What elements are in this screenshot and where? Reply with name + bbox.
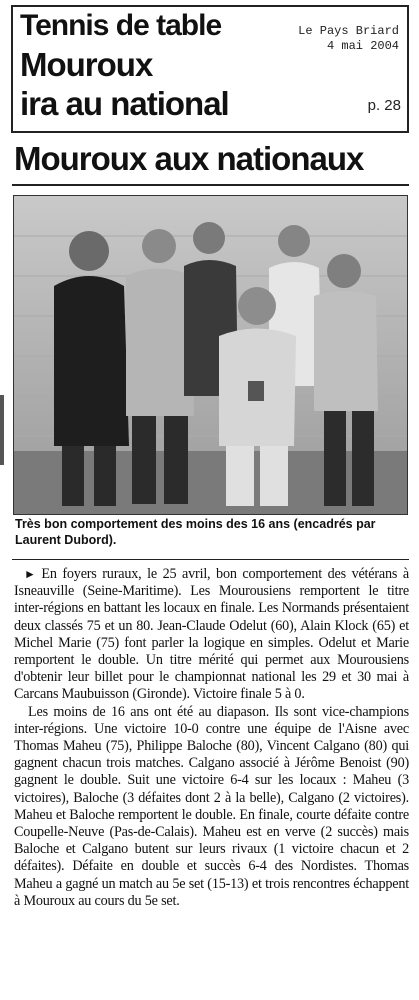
page-reference: p. 28 <box>367 97 401 114</box>
team-photo <box>13 195 408 515</box>
headline-rule <box>12 184 409 186</box>
kicker-title-line-2: Mouroux <box>20 46 153 83</box>
headline: Mouroux aux nationaux <box>14 140 364 177</box>
photo-caption: Très bon comportement des moins des 16 ans (encadrés par Laurent Dubord). <box>15 517 376 547</box>
source-date: 4 mai 2004 <box>326 39 399 53</box>
kicker-title-line-3: ira au national <box>20 85 229 122</box>
caption-rule <box>12 559 409 560</box>
source-stamp <box>298 24 399 54</box>
article-paragraph-1-text: En foyers ruraux, le 25 avril, bon comportement des vétérans à Isneauville (Seine-Maritime). Les Mourousiens remportent le titre inter-régions en battant les locaux en finale. Les Normands présentaient deux classés 75 et un 80. Jean-Claude Odelut (60), Alain Klock (65) et Michel Marie (75) font parler la logique en simples. Odelut et Marie remportent le double. Un titre mérité qui permet aux Mourousiens d'obtenir leur billet pour le championnat national les 29 et 30 mai à Carcans Maubuisson (Gironde). Victoire finale 5 à 0. <box>14 566 409 703</box>
kicker-title <box>20 6 280 123</box>
margin-mark <box>0 395 4 465</box>
team-photo-illustration <box>14 196 407 514</box>
bullet-arrow-icon: ► <box>24 567 36 581</box>
article-body <box>14 566 409 910</box>
source-name: Le Pays Briard <box>298 24 399 38</box>
article-paragraph-1 <box>14 566 409 704</box>
article-paragraph-2: Les moins de 16 ans ont été au diapason. Ils sont vice-champions inter-régions. Une victoire 10-0 contre une équipe de l'Aisne avec Thomas Maheu (75), Philippe Baloche (80), Vincent Calgano (80) qui gagnent chacun trois matches. Calgano associé à Jérôme Benoist (90) gagnent le double. Suit une victoire 6-4 sur les locaux : Maheu (3 victoires), Baloche (3 défaites dont 2 à la belle), Calgano (2 victoires). Maheu et Baloche remportent le double. En finale, courte défaite contre Coupelle-Neuve (Pas-de-Calais). Maheu est en verve (2 succès) mais Baloche et Calgano butent sur leurs rivaux (1 victoire chacun et 2 défaites). Défaite en double et succès 6-4 des Nordistes. Thomas Maheu a gagné un match au 5e set (15-13) et trois rencontres échappent à Mouroux au cours du 5e set. <box>14 703 409 909</box>
kicker-title-line-1: Tennis de table <box>20 9 222 42</box>
